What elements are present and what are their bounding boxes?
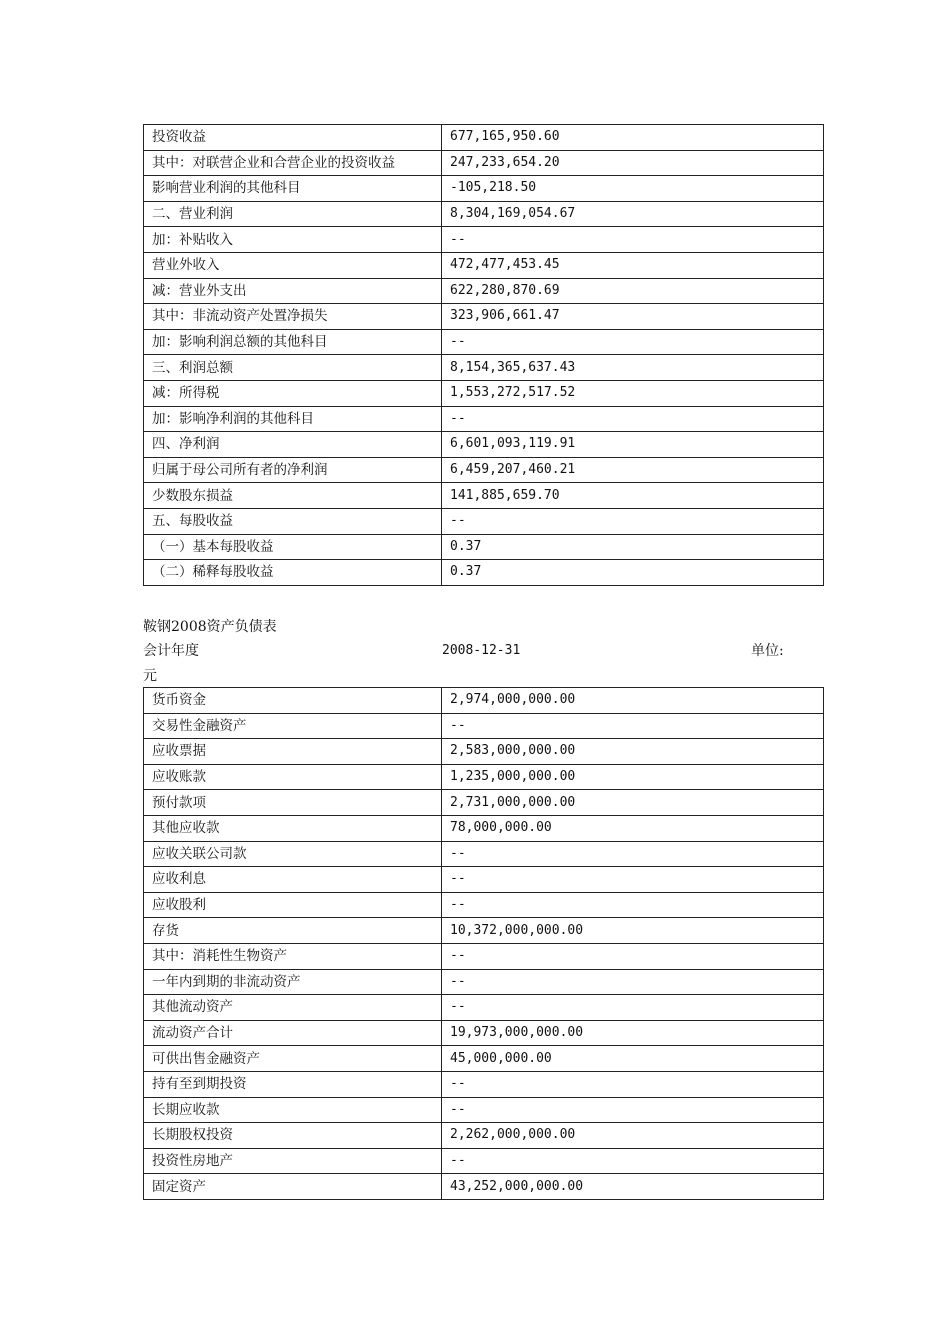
row-label: 应收账款 — [144, 764, 442, 790]
row-value: 2,262,000,000.00 — [442, 1123, 824, 1149]
row-value: 622,280,870.69 — [442, 278, 824, 304]
row-value: 2,974,000,000.00 — [442, 688, 824, 714]
row-value: 141,885,659.70 — [442, 483, 824, 509]
row-value: -- — [442, 841, 824, 867]
table-row — [144, 457, 824, 483]
table-row — [144, 201, 824, 227]
row-value: 0.37 — [442, 560, 824, 586]
fiscal-year-label: 会计年度 — [143, 643, 199, 659]
table-row — [144, 1020, 824, 1046]
row-label: 二、营业利润 — [144, 201, 442, 227]
row-label: 五、每股收益 — [144, 508, 442, 534]
row-value: 19,973,000,000.00 — [442, 1020, 824, 1046]
row-value: 0.37 — [442, 534, 824, 560]
row-label: （二）稀释每股收益 — [144, 560, 442, 586]
row-label: 流动资产合计 — [144, 1020, 442, 1046]
income-statement-body — [144, 125, 824, 586]
row-value: -- — [442, 406, 824, 432]
fiscal-year-date: 2008-12-31 — [442, 643, 521, 658]
row-label: 应收票据 — [144, 739, 442, 765]
row-value: -- — [442, 329, 824, 355]
row-label: 投资性房地产 — [144, 1148, 442, 1174]
row-label: 少数股东损益 — [144, 483, 442, 509]
table-row — [144, 995, 824, 1021]
table-row — [144, 764, 824, 790]
row-value: -- — [442, 508, 824, 534]
table-row — [144, 739, 824, 765]
row-label: 其中：消耗性生物资产 — [144, 943, 442, 969]
row-value: -105,218.50 — [442, 176, 824, 202]
row-label: 减：营业外支出 — [144, 278, 442, 304]
row-label: 长期应收款 — [144, 1097, 442, 1123]
row-value: -- — [442, 1071, 824, 1097]
unit-label: 单位: — [751, 643, 784, 659]
table-row — [144, 688, 824, 714]
row-label: 加：补贴收入 — [144, 227, 442, 253]
row-label: 投资收益 — [144, 125, 442, 151]
row-value: -- — [442, 943, 824, 969]
row-value: 43,252,000,000.00 — [442, 1174, 824, 1200]
row-label: 影响营业利润的其他科目 — [144, 176, 442, 202]
table-row — [144, 1148, 824, 1174]
table-row — [144, 150, 824, 176]
row-value: 247,233,654.20 — [442, 150, 824, 176]
row-value: 2,583,000,000.00 — [442, 739, 824, 765]
row-value: 677,165,950.60 — [442, 125, 824, 151]
row-value: 45,000,000.00 — [442, 1046, 824, 1072]
row-label: 应收利息 — [144, 867, 442, 893]
row-label: 货币资金 — [144, 688, 442, 714]
row-label: 其他应收款 — [144, 815, 442, 841]
row-value: -- — [442, 995, 824, 1021]
table-row — [144, 329, 824, 355]
table-row — [144, 227, 824, 253]
row-value: -- — [442, 867, 824, 893]
table-row — [144, 304, 824, 330]
row-value: 8,304,169,054.67 — [442, 201, 824, 227]
table-row — [144, 125, 824, 151]
row-label: 其中：对联营企业和合营企业的投资收益 — [144, 150, 442, 176]
row-value: -- — [442, 227, 824, 253]
row-label: 其他流动资产 — [144, 995, 442, 1021]
table-row — [144, 406, 824, 432]
row-value: 2,731,000,000.00 — [442, 790, 824, 816]
row-label: 持有至到期投资 — [144, 1071, 442, 1097]
balance-sheet-body — [144, 688, 824, 1200]
row-value: 472,477,453.45 — [442, 252, 824, 278]
row-value: 6,601,093,119.91 — [442, 432, 824, 458]
table-row — [144, 278, 824, 304]
row-label: 其中：非流动资产处置净损失 — [144, 304, 442, 330]
row-value: -- — [442, 969, 824, 995]
table-row — [144, 1046, 824, 1072]
table-row — [144, 943, 824, 969]
table-row — [144, 252, 824, 278]
row-value: -- — [442, 892, 824, 918]
row-value: -- — [442, 1148, 824, 1174]
row-label: 营业外收入 — [144, 252, 442, 278]
balance-sheet-title: 鞍钢2008资产负债表 — [143, 619, 277, 635]
unit-value: 元 — [143, 668, 157, 684]
row-label: 长期股权投资 — [144, 1123, 442, 1149]
table-row — [144, 841, 824, 867]
row-value: 6,459,207,460.21 — [442, 457, 824, 483]
row-value: 323,906,661.47 — [442, 304, 824, 330]
row-value: 1,235,000,000.00 — [442, 764, 824, 790]
table-row — [144, 713, 824, 739]
row-label: 应收关联公司款 — [144, 841, 442, 867]
row-value: 10,372,000,000.00 — [442, 918, 824, 944]
balance-sheet-table — [143, 687, 824, 1200]
row-value: 1,553,272,517.52 — [442, 380, 824, 406]
row-value: 78,000,000.00 — [442, 815, 824, 841]
row-value: 8,154,365,637.43 — [442, 355, 824, 381]
table-row — [144, 1097, 824, 1123]
table-row — [144, 560, 824, 586]
row-label: 三、利润总额 — [144, 355, 442, 381]
row-label: 交易性金融资产 — [144, 713, 442, 739]
table-row — [144, 176, 824, 202]
row-label: 固定资产 — [144, 1174, 442, 1200]
row-label: 可供出售金融资产 — [144, 1046, 442, 1072]
table-row — [144, 918, 824, 944]
row-value: -- — [442, 713, 824, 739]
table-row — [144, 867, 824, 893]
row-label: 一年内到期的非流动资产 — [144, 969, 442, 995]
table-row — [144, 380, 824, 406]
table-row — [144, 534, 824, 560]
row-value: -- — [442, 1097, 824, 1123]
row-label: 减：所得税 — [144, 380, 442, 406]
table-row — [144, 432, 824, 458]
table-row — [144, 790, 824, 816]
table-row — [144, 1071, 824, 1097]
income-statement-table — [143, 124, 824, 586]
table-row — [144, 815, 824, 841]
row-label: 加：影响利润总额的其他科目 — [144, 329, 442, 355]
row-label: 归属于母公司所有者的净利润 — [144, 457, 442, 483]
table-row — [144, 1123, 824, 1149]
row-label: 预付款项 — [144, 790, 442, 816]
row-label: （一）基本每股收益 — [144, 534, 442, 560]
row-label: 存货 — [144, 918, 442, 944]
table-row — [144, 355, 824, 381]
row-label: 加：影响净利润的其他科目 — [144, 406, 442, 432]
table-row — [144, 892, 824, 918]
row-label: 应收股利 — [144, 892, 442, 918]
table-row — [144, 1174, 824, 1200]
row-label: 四、净利润 — [144, 432, 442, 458]
table-row — [144, 508, 824, 534]
table-row — [144, 483, 824, 509]
table-row — [144, 969, 824, 995]
